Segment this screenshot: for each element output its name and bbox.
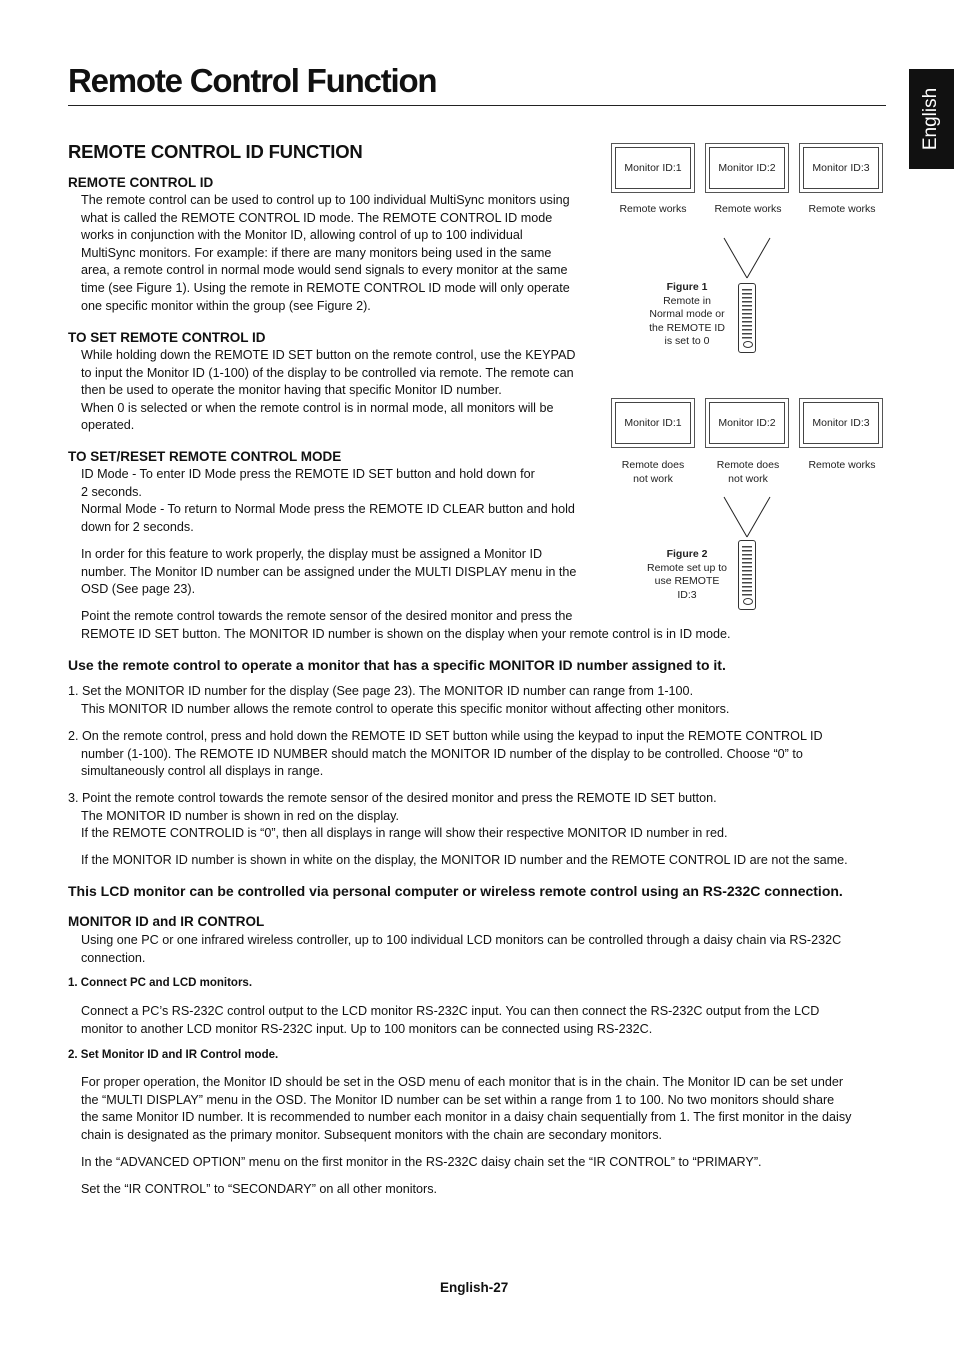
text-line: When 0 is selected or when the remote control is in normal mode, all monitors will be	[81, 400, 554, 415]
text-line: The remote control can be used to control up to 100 individual MultiSync monitors using	[81, 193, 570, 207]
text-line: OSD (See page 23).	[81, 582, 196, 597]
step-3-note: If the MONITOR ID number is shown in white on the display, the MONITOR ID number and the REMOTE CONTROL ID are not the same.	[81, 853, 848, 867]
text-line: While holding down the REMOTE ID SET button on the remote control, use the KEYPAD	[81, 348, 576, 362]
text-line: number (1-100). The REMOTE ID NUMBER should match the MONITOR ID number of the display to be controlled. Choose “0” to	[81, 746, 803, 761]
text-line: operated.	[81, 418, 135, 433]
text-line: MultiSync monitors. For example: if there are many monitors being used in the same	[81, 245, 552, 260]
remote-control-icon	[738, 540, 756, 610]
figure-label: Figure 2	[666, 548, 708, 560]
caption-line: the REMOTE ID	[649, 321, 725, 334]
page-title: Remote Control Function	[68, 62, 437, 99]
caption-line: Remote in	[663, 294, 711, 307]
use-remote-heading: Use the remote control to operate a monitor that has a specific MONITOR ID number assigned to it.	[68, 657, 726, 673]
text-line: to input the Monitor ID (1-100) of the display to be controlled via remote. The remote can	[81, 365, 574, 380]
caption-line: use REMOTE	[654, 575, 720, 587]
monitor-label: Monitor ID:2	[709, 147, 785, 189]
ir-control-heading: MONITOR ID and IR CONTROL	[68, 914, 265, 929]
monitor-2	[705, 143, 789, 193]
set-reset-mode-heading: TO SET/RESET REMOTE CONTROL MODE	[68, 449, 342, 464]
text-line: down for 2 seconds.	[81, 519, 194, 534]
text-line: In order for this feature to work properly, the display must be assigned a Monitor ID	[81, 547, 543, 561]
status-line: Remote works	[808, 459, 876, 471]
text-line: what is called the REMOTE CONTROL ID mode. The REMOTE CONTROL ID mode	[81, 210, 553, 225]
text-line: Point the remote control towards the remote sensor of the desired monitor and press the	[81, 609, 573, 623]
caption-line: ID:3	[677, 588, 697, 601]
figure-2-caption	[639, 548, 735, 602]
set-remote-id-heading: TO SET REMOTE CONTROL ID	[68, 330, 266, 345]
monitor-label: Monitor ID:3	[803, 147, 879, 189]
monitor-3	[799, 398, 883, 448]
monitor-3	[799, 143, 883, 193]
signal-beam-icon	[718, 495, 778, 543]
text-line: The MONITOR ID number is shown in red on the display.	[81, 808, 400, 823]
status-line: not work	[728, 473, 768, 485]
text-line: area, a remote control in normal mode would send signals to every monitor at the same	[81, 263, 568, 278]
rs232-heading: This LCD monitor can be controlled via personal computer or wireless remote control using an RS-232C connection.	[68, 883, 843, 899]
monitor-id-assign-body	[81, 546, 601, 599]
remote-control-icon	[738, 283, 756, 353]
monitor-status	[700, 458, 796, 486]
text-line: then be used to operate the monitor having that specific Monitor ID number.	[81, 383, 502, 398]
text-line: If the REMOTE CONTROLID is “0”, then all displays in range will show their respective MONITOR ID number in red.	[81, 826, 728, 841]
ir-control-body	[81, 932, 891, 967]
text-line: simultaneously control all displays in range.	[81, 764, 324, 779]
remote-control-id-heading: REMOTE CONTROL ID	[68, 175, 214, 190]
caption-line: Normal mode or	[649, 308, 725, 320]
monitor-status	[794, 458, 890, 472]
page-number: English-27	[440, 1280, 509, 1295]
set-ir-step-body	[81, 1074, 891, 1144]
text-line: connection.	[81, 950, 146, 965]
text-line: For proper operation, the Monitor ID should be set in the OSD menu of each monitor that is in the chain. The Monitor ID can be set under	[81, 1075, 844, 1089]
secondary-line: Set the “IR CONTROL” to “SECONDARY” on all other monitors.	[81, 1182, 437, 1196]
section-title: REMOTE CONTROL ID FUNCTION	[68, 141, 363, 162]
connect-step-body	[81, 1003, 891, 1038]
figure-1-caption	[639, 281, 735, 349]
set-ir-step-heading: 2. Set Monitor ID and IR Control mode.	[68, 1049, 279, 1061]
figure-label: Figure 1	[666, 281, 708, 293]
monitor-status: Remote works	[808, 203, 876, 215]
text-line: the “MULTI DISPLAY” menu in the OSD. The Monitor ID number can be set within a range from 1 to 100. No two monitors should share	[81, 1092, 835, 1107]
step-1	[68, 683, 888, 718]
text-line: 3. Point the remote control towards the remote sensor of the desired monitor and press the REMOTE ID SET button.	[68, 791, 717, 805]
caption-line: Remote set up to	[647, 561, 727, 574]
text-line: monitor to another LCD monitor RS-232C input. Up to 100 monitors can be connected using RS-232C.	[81, 1021, 653, 1036]
advanced-option-line: In the “ADVANCED OPTION” menu on the first monitor in the RS-232C daisy chain set the “IR CONTROL” to “PRIMARY”.	[81, 1155, 762, 1169]
monitor-1	[611, 143, 695, 193]
remote-control-id-body	[81, 192, 601, 315]
text-line: chain is designated as the primary monitor. Subsequent monitors with the chain are secondary monitors.	[81, 1127, 663, 1142]
step-3	[68, 790, 888, 843]
signal-beam-icon	[718, 236, 778, 284]
status-line: not work	[633, 473, 673, 485]
text-line: Normal Mode - To return to Normal Mode press the REMOTE ID CLEAR button and hold	[81, 502, 575, 517]
caption-line: is set to 0	[664, 335, 710, 347]
text-line: 2 seconds.	[81, 484, 142, 499]
text-line: number. The Monitor ID number can be assigned under the MULTI DISPLAY menu in the	[81, 564, 577, 579]
text-line: Connect a PC’s RS-232C control output to the LCD monitor RS-232C input. You can then connect the RS-232C output from the LCD	[81, 1004, 820, 1018]
monitor-label: Monitor ID:1	[615, 147, 691, 189]
language-tab	[909, 69, 954, 169]
text-line: 2. On the remote control, press and hold down the REMOTE ID SET button while using the keypad to input the REMOTE CONTROL ID	[68, 729, 823, 743]
text-line: ID Mode - To enter ID Mode press the REMOTE ID SET button and hold down for	[81, 467, 535, 481]
text-line: Using one PC or one infrared wireless controller, up to 100 individual LCD monitors can be controlled through a daisy chain via RS-232C	[81, 933, 842, 947]
monitor-label: Monitor ID:1	[615, 402, 691, 444]
language-tab-label: English	[920, 87, 942, 151]
monitor-label: Monitor ID:3	[803, 402, 879, 444]
status-line: Remote does	[621, 459, 685, 471]
text-line: REMOTE ID SET button. The MONITOR ID number is shown on the display when your remote control is in ID mode.	[81, 626, 731, 641]
monitor-status: Remote works	[619, 203, 687, 215]
monitor-label: Monitor ID:2	[709, 402, 785, 444]
connect-step-heading: 1. Connect PC and LCD monitors.	[68, 977, 253, 989]
text-line: This MONITOR ID number allows the remote control to operate this specific monitor without affecting other monitors.	[81, 701, 730, 716]
monitor-status	[605, 458, 701, 486]
text-line: one specific monitor within the group (see Figure 2).	[81, 298, 371, 313]
text-line: time (see Figure 1). Using the remote in REMOTE CONTROL ID mode will only operate	[81, 280, 570, 295]
title-rule	[68, 105, 886, 106]
monitor-1	[611, 398, 695, 448]
point-remote-body	[81, 608, 887, 643]
step-2	[68, 728, 888, 781]
status-line: Remote does	[716, 459, 780, 471]
monitor-status: Remote works	[714, 203, 782, 215]
set-reset-mode-body	[81, 466, 601, 536]
text-line: works in conjunction with the Monitor ID, allowing control of up to 100 individual	[81, 228, 523, 243]
set-remote-id-body	[81, 347, 601, 435]
monitor-2	[705, 398, 789, 448]
text-line: 1. Set the MONITOR ID number for the display (See page 23). The MONITOR ID number can range from 1-100.	[68, 684, 694, 698]
text-line: the same Monitor ID number. It is recommended to number each monitor in a daisy chain sequentially from 1. The first monitor in the daisy	[81, 1110, 852, 1125]
